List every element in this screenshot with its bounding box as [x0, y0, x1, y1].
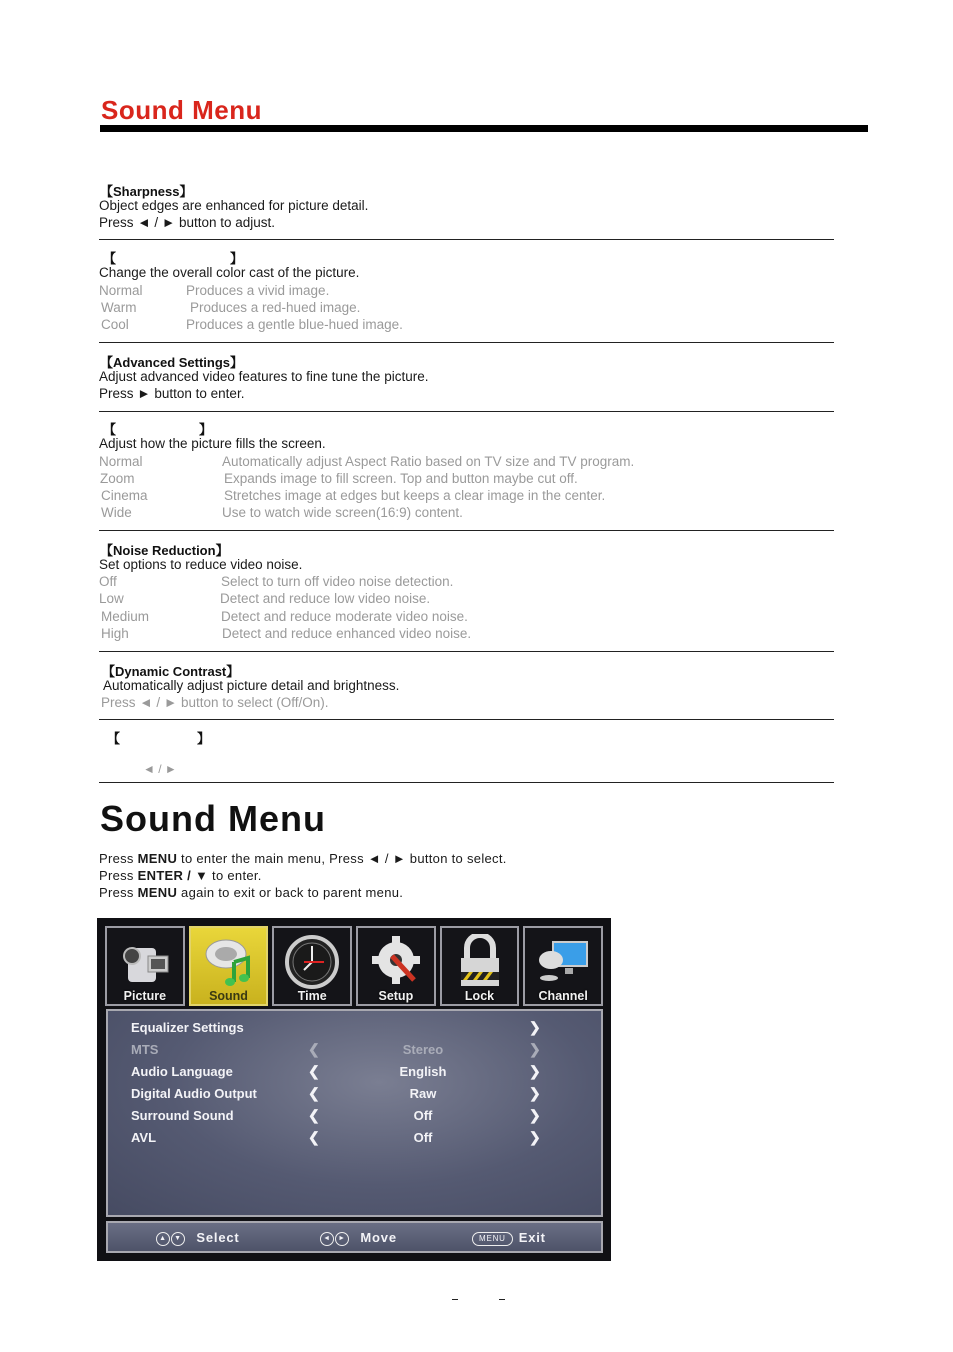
row-label: Audio Language — [131, 1064, 233, 1079]
section-title-open-bracket: 【 — [103, 422, 117, 437]
option-desc: Detect and reduce low video noise. — [220, 591, 431, 606]
dynamic-contrast-title: 【Dynamic Contrast】 — [102, 664, 240, 679]
page-number-dash-right — [499, 1299, 505, 1300]
option-desc: Produces a vivid image. — [186, 283, 330, 298]
row-value: Off — [413, 1130, 433, 1145]
chevron-right-icon[interactable]: ❯ — [529, 1129, 541, 1145]
dynamic-instruction: Press ◄ / ► button to select (Off/On). — [101, 695, 329, 710]
chevron-left-icon[interactable]: ❮ — [308, 1085, 320, 1101]
right-arrow-icon: ► — [335, 1232, 349, 1246]
row-label: Surround Sound — [131, 1108, 234, 1123]
option-name: Cinema — [101, 488, 148, 503]
menu-footer — [106, 1221, 603, 1253]
advanced-desc: Adjust advanced video features to fine tune the picture. — [99, 369, 429, 384]
option-name: Low — [99, 591, 124, 606]
option-name: Wide — [101, 505, 132, 520]
sharpness-title: 【Sharpness】 — [100, 184, 193, 199]
tab-label: Time — [297, 989, 327, 1003]
sound-settings-panel — [106, 1009, 603, 1217]
instruction-post: again to exit or back to parent menu. — [177, 885, 404, 900]
divider — [99, 342, 834, 343]
menu-key: MENU — [137, 851, 178, 866]
menu-row-equalizer-settings[interactable] — [108, 1017, 601, 1039]
sharpness-instruction: Press ◄ / ► button to adjust. — [99, 215, 276, 230]
row-value: Stereo — [402, 1042, 444, 1057]
chevron-right-icon[interactable]: ❯ — [529, 1063, 541, 1079]
page-title: Sound Menu — [101, 95, 262, 125]
instruction-pre: Press — [99, 885, 138, 900]
option-desc: Use to watch wide screen(16:9) content. — [222, 505, 463, 520]
chevron-left-icon[interactable]: ❮ — [308, 1107, 320, 1123]
divider — [99, 239, 834, 240]
instruction-pre: Press — [99, 868, 138, 883]
chevron-right-icon[interactable]: ❯ — [529, 1041, 541, 1057]
camcorder-icon — [118, 934, 172, 988]
option-name: High — [101, 626, 129, 641]
instruction-line — [99, 851, 507, 866]
section-title-close-bracket: 】 — [197, 731, 211, 746]
up-arrow-icon: ▲ — [156, 1232, 170, 1246]
tv-menu-screenshot — [97, 918, 611, 1261]
arrows-hint: ◄ / ► — [143, 762, 177, 776]
option-name: Medium — [101, 609, 150, 624]
tab-label: Lock — [464, 989, 495, 1003]
move-label: Move — [360, 1230, 397, 1245]
sharpness-desc: Object edges are enhanced for picture detail. — [99, 198, 369, 213]
left-arrow-icon: ◄ — [320, 1232, 334, 1246]
gear-wrench-icon — [368, 934, 424, 990]
tab-setup[interactable] — [356, 926, 436, 1006]
row-value: Off — [413, 1108, 433, 1123]
row-value: Raw — [409, 1086, 437, 1101]
sound-menu-title: Sound Menu — [100, 798, 326, 839]
option-name: Zoom — [100, 471, 135, 486]
exit-label: Exit — [518, 1230, 546, 1245]
divider — [99, 411, 834, 412]
row-label: MTS — [131, 1042, 159, 1057]
chevron-right-icon[interactable]: ❯ — [529, 1085, 541, 1101]
tab-channel[interactable] — [523, 926, 603, 1006]
aspect-desc: Adjust how the picture fills the screen. — [99, 436, 326, 451]
instruction-post: to enter. — [208, 868, 262, 883]
divider — [99, 651, 834, 652]
chevron-left-icon[interactable]: ❮ — [308, 1041, 320, 1057]
tab-time[interactable] — [272, 926, 352, 1006]
enter-key: ENTER / ▼ — [137, 868, 209, 883]
speaker-music-icon — [202, 934, 256, 988]
row-value: English — [399, 1064, 447, 1079]
section-title-close-bracket: 】 — [230, 251, 244, 266]
tab-label: Setup — [378, 989, 414, 1003]
row-label: AVL — [131, 1130, 157, 1145]
divider — [99, 782, 834, 783]
instruction-post: to enter the main menu, Press ◄ / ► button to select. — [177, 851, 507, 866]
menu-key-icon: MENU — [472, 1232, 513, 1246]
footer-exit-hint — [472, 1230, 546, 1246]
instruction-pre: Press — [99, 851, 138, 866]
row-label: Digital Audio Output — [131, 1086, 257, 1101]
chevron-right-icon[interactable]: ❯ — [529, 1107, 541, 1123]
option-name: Warm — [101, 300, 137, 315]
footer-select-hint — [156, 1230, 240, 1246]
satellite-monitor-icon — [535, 934, 591, 988]
footer-move-hint — [320, 1230, 397, 1246]
menu-row-digital-audio-output[interactable] — [108, 1083, 601, 1105]
tab-label: Picture — [123, 989, 167, 1003]
noise-desc: Set options to reduce video noise. — [99, 557, 303, 572]
dynamic-desc: Automatically adjust picture detail and brightness. — [103, 678, 400, 693]
menu-row-audio-language[interactable] — [108, 1061, 601, 1083]
option-name: Normal — [99, 283, 143, 298]
option-desc: Select to turn off video noise detection. — [221, 574, 454, 589]
option-name: Off — [99, 574, 117, 589]
option-name: Normal — [99, 454, 143, 469]
tab-sound[interactable] — [189, 926, 269, 1006]
chevron-right-icon[interactable]: ❯ — [529, 1019, 541, 1035]
menu-key: MENU — [137, 885, 178, 900]
padlock-icon — [455, 934, 505, 990]
tab-label: Sound — [209, 989, 248, 1003]
tab-lock[interactable] — [440, 926, 520, 1006]
tab-label: Channel — [538, 989, 588, 1003]
color-temp-desc: Change the overall color cast of the picture. — [99, 265, 360, 280]
divider — [99, 719, 834, 720]
option-name: Cool — [101, 317, 129, 332]
option-desc: Detect and reduce enhanced video noise. — [222, 626, 472, 641]
select-label: Select — [196, 1230, 240, 1245]
instruction-line — [99, 885, 403, 900]
option-desc: Produces a gentle blue-hued image. — [186, 317, 403, 332]
menu-row-avl[interactable] — [108, 1127, 601, 1149]
clock-icon — [284, 934, 340, 990]
advanced-instruction: Press ► button to enter. — [99, 386, 245, 401]
section-title-open-bracket: 【 — [103, 251, 117, 266]
noise-reduction-title: 【Noise Reduction】 — [100, 543, 229, 558]
chevron-left-icon[interactable]: ❮ — [308, 1129, 320, 1145]
chevron-left-icon[interactable]: ❮ — [308, 1063, 320, 1079]
section-title-close-bracket: 】 — [199, 422, 213, 437]
advanced-settings-title: 【Advanced Settings】 — [100, 355, 244, 370]
option-desc: Stretches image at edges but keeps a clear image in the center. — [224, 488, 606, 503]
option-desc: Detect and reduce moderate video noise. — [221, 609, 468, 624]
down-arrow-icon: ▼ — [171, 1232, 185, 1246]
option-desc: Produces a red-hued image. — [190, 300, 361, 315]
menu-row-mts[interactable] — [108, 1039, 601, 1061]
tab-picture[interactable] — [105, 926, 185, 1006]
section-title-open-bracket: 【 — [107, 731, 121, 746]
row-label: Equalizer Settings — [131, 1020, 244, 1035]
divider — [99, 530, 834, 531]
title-rule — [100, 125, 868, 132]
option-desc: Automatically adjust Aspect Ratio based on TV size and TV program. — [222, 454, 635, 469]
main-menu-tabs — [105, 926, 603, 1006]
page-number-dash-left — [452, 1299, 458, 1300]
instruction-line — [99, 868, 262, 883]
option-desc: Expands image to fill screen. Top and button maybe cut off. — [224, 471, 578, 486]
menu-row-surround-sound[interactable] — [108, 1105, 601, 1127]
